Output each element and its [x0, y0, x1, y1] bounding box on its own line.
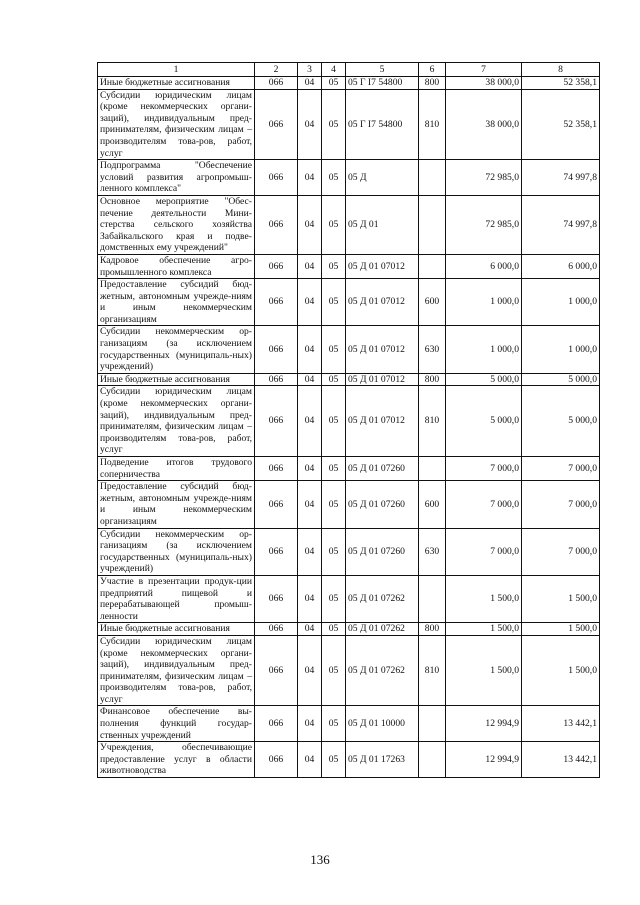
- amount-2021-cell: 1 500,0: [446, 623, 522, 636]
- subsection-code-cell: 05: [322, 373, 346, 386]
- expense-type-code-cell: [419, 195, 446, 254]
- expense-type-code-cell: [419, 706, 446, 742]
- table-row: [98, 373, 600, 386]
- admin-code-cell: 066: [255, 326, 298, 373]
- table-row: [98, 160, 600, 196]
- amount-2022-cell: 1 500,0: [522, 623, 600, 636]
- amount-2021-cell: 1 000,0: [446, 279, 522, 326]
- expense-type-code-cell: 800: [419, 77, 446, 90]
- column-header-4: 4: [322, 63, 346, 77]
- subsection-code-cell: 05: [322, 623, 346, 636]
- item-name-cell: Субсидии юридическим лицам (кроме некоммерческих органи-заций), индивидуальным пред-принимателям, физическим лицам – производителям това-ров, работ, услуг: [98, 386, 255, 457]
- amount-2021-cell: 1 500,0: [446, 635, 522, 706]
- section-code-cell: 04: [298, 77, 322, 90]
- column-header-7: 7: [446, 63, 522, 77]
- section-code-cell: 04: [298, 326, 322, 373]
- amount-2022-cell: 5 000,0: [522, 386, 600, 457]
- target-article-code-cell: 05 Д 01 07260: [346, 481, 419, 528]
- subsection-code-cell: 05: [322, 635, 346, 706]
- table-row: [98, 575, 600, 622]
- admin-code-cell: 066: [255, 160, 298, 196]
- page-number: 136: [310, 852, 330, 867]
- admin-code-cell: 066: [255, 77, 298, 90]
- table-row: [98, 77, 600, 90]
- target-article-code-cell: 05 Д 01: [346, 195, 419, 254]
- amount-2022-cell: 1 000,0: [522, 326, 600, 373]
- target-article-code-cell: 05 Д 01 07012: [346, 254, 419, 278]
- amount-2021-cell: 12 994,9: [446, 742, 522, 778]
- table-row: [98, 635, 600, 706]
- section-code-cell: 04: [298, 575, 322, 622]
- section-code-cell: 04: [298, 279, 322, 326]
- admin-code-cell: 066: [255, 635, 298, 706]
- amount-2022-cell: 5 000,0: [522, 373, 600, 386]
- subsection-code-cell: 05: [322, 160, 346, 196]
- section-code-cell: 04: [298, 195, 322, 254]
- amount-2021-cell: 7 000,0: [446, 481, 522, 528]
- amount-2022-cell: 74 997,8: [522, 160, 600, 196]
- column-header-8: 8: [522, 63, 600, 77]
- target-article-code-cell: 05 Д 01 07012: [346, 279, 419, 326]
- column-header-5: 5: [346, 63, 419, 77]
- amount-2021-cell: 1 000,0: [446, 326, 522, 373]
- expense-type-code-cell: 800: [419, 373, 446, 386]
- target-article-code-cell: 05 Д 01 07260: [346, 457, 419, 481]
- amount-2021-cell: 38 000,0: [446, 89, 522, 160]
- amount-2022-cell: 52 358,1: [522, 77, 600, 90]
- expense-type-code-cell: [419, 575, 446, 622]
- subsection-code-cell: 05: [322, 742, 346, 778]
- amount-2021-cell: 7 000,0: [446, 457, 522, 481]
- amount-2022-cell: 1 500,0: [522, 635, 600, 706]
- admin-code-cell: 066: [255, 195, 298, 254]
- table-row: [98, 386, 600, 457]
- amount-2021-cell: 12 994,9: [446, 706, 522, 742]
- item-name-cell: Учреждения, обеспечивающие предоставление услуг в области животноводства: [98, 742, 255, 778]
- item-name-cell: Иные бюджетные ассигнования: [98, 373, 255, 386]
- target-article-code-cell: 05 Д 01 07012: [346, 386, 419, 457]
- target-article-code-cell: 05 Г I7 54800: [346, 89, 419, 160]
- amount-2021-cell: 72 985,0: [446, 195, 522, 254]
- subsection-code-cell: 05: [322, 77, 346, 90]
- item-name-cell: Участие в презентации продук-ции предприятий пищевой и перерабатывающей промыш-ленности: [98, 575, 255, 622]
- table-row: [98, 742, 600, 778]
- expense-type-code-cell: [419, 457, 446, 481]
- target-article-code-cell: 05 Д 01 07262: [346, 635, 419, 706]
- amount-2021-cell: 5 000,0: [446, 373, 522, 386]
- subsection-code-cell: 05: [322, 279, 346, 326]
- table-row: [98, 254, 600, 278]
- expense-type-code-cell: 600: [419, 279, 446, 326]
- subsection-code-cell: 05: [322, 457, 346, 481]
- expense-type-code-cell: [419, 254, 446, 278]
- admin-code-cell: 066: [255, 373, 298, 386]
- expense-type-code-cell: 800: [419, 623, 446, 636]
- amount-2022-cell: 74 997,8: [522, 195, 600, 254]
- expense-type-code-cell: 600: [419, 481, 446, 528]
- admin-code-cell: 066: [255, 457, 298, 481]
- table-row: [98, 706, 600, 742]
- item-name-cell: Субсидии некоммерческим ор-ганизациям (за исключением государственных (муниципаль-ных) учреждений): [98, 326, 255, 373]
- item-name-cell: Предоставление субсидий бюд-жетным, автономным учрежде-ниям и иным некоммерческим организациям: [98, 279, 255, 326]
- subsection-code-cell: 05: [322, 326, 346, 373]
- admin-code-cell: 066: [255, 89, 298, 160]
- amount-2021-cell: 6 000,0: [446, 254, 522, 278]
- header-row: [98, 63, 600, 77]
- target-article-code-cell: 05 Г I7 54800: [346, 77, 419, 90]
- subsection-code-cell: 05: [322, 575, 346, 622]
- admin-code-cell: 066: [255, 623, 298, 636]
- section-code-cell: 04: [298, 706, 322, 742]
- section-code-cell: 04: [298, 89, 322, 160]
- target-article-code-cell: 05 Д 01 07262: [346, 575, 419, 622]
- admin-code-cell: 066: [255, 481, 298, 528]
- section-code-cell: 04: [298, 742, 322, 778]
- section-code-cell: 04: [298, 457, 322, 481]
- amount-2022-cell: 52 358,1: [522, 89, 600, 160]
- column-header-6: 6: [419, 63, 446, 77]
- section-code-cell: 04: [298, 160, 322, 196]
- amount-2022-cell: 7 000,0: [522, 528, 600, 575]
- target-article-code-cell: 05 Д: [346, 160, 419, 196]
- expense-type-code-cell: 630: [419, 326, 446, 373]
- amount-2022-cell: 6 000,0: [522, 254, 600, 278]
- admin-code-cell: 066: [255, 575, 298, 622]
- table-row: [98, 279, 600, 326]
- column-header-3: 3: [298, 63, 322, 77]
- amount-2022-cell: 13 442,1: [522, 706, 600, 742]
- table-row: [98, 195, 600, 254]
- amount-2021-cell: 1 500,0: [446, 575, 522, 622]
- target-article-code-cell: 05 Д 01 07012: [346, 373, 419, 386]
- item-name-cell: Субсидии юридическим лицам (кроме некоммерческих органи-заций), индивидуальным пред-принимателям, физическим лицам – производителям това-ров, работ, услуг: [98, 635, 255, 706]
- expense-type-code-cell: [419, 160, 446, 196]
- subsection-code-cell: 05: [322, 528, 346, 575]
- admin-code-cell: 066: [255, 386, 298, 457]
- target-article-code-cell: 05 Д 01 17263: [346, 742, 419, 778]
- admin-code-cell: 066: [255, 706, 298, 742]
- target-article-code-cell: 05 Д 01 07262: [346, 623, 419, 636]
- amount-2022-cell: 7 000,0: [522, 481, 600, 528]
- amount-2021-cell: 38 000,0: [446, 77, 522, 90]
- item-name-cell: Основное мероприятие "Обес-печение деятельности Мини-стерства сельского хозяйства Забайкальского края и подве-домственных ему учреждений": [98, 195, 255, 254]
- section-code-cell: 04: [298, 254, 322, 278]
- subsection-code-cell: 05: [322, 195, 346, 254]
- amount-2022-cell: 13 442,1: [522, 742, 600, 778]
- subsection-code-cell: 05: [322, 254, 346, 278]
- section-code-cell: 04: [298, 481, 322, 528]
- expense-type-code-cell: 810: [419, 89, 446, 160]
- item-name-cell: Предоставление субсидий бюд-жетным, автономным учрежде-ниям и иным некоммерческим организациям: [98, 481, 255, 528]
- target-article-code-cell: 05 Д 01 10000: [346, 706, 419, 742]
- subsection-code-cell: 05: [322, 481, 346, 528]
- amount-2022-cell: 7 000,0: [522, 457, 600, 481]
- subsection-code-cell: 05: [322, 386, 346, 457]
- amount-2021-cell: 5 000,0: [446, 386, 522, 457]
- table-row: [98, 623, 600, 636]
- amount-2021-cell: 72 985,0: [446, 160, 522, 196]
- item-name-cell: Подведение итогов трудового соперничества: [98, 457, 255, 481]
- section-code-cell: 04: [298, 623, 322, 636]
- budget-table: [97, 62, 600, 778]
- section-code-cell: 04: [298, 386, 322, 457]
- item-name-cell: Субсидии некоммерческим ор-ганизациям (за исключением государственных (муниципаль-ных) учреждений): [98, 528, 255, 575]
- item-name-cell: Иные бюджетные ассигнования: [98, 77, 255, 90]
- admin-code-cell: 066: [255, 279, 298, 326]
- section-code-cell: 04: [298, 635, 322, 706]
- expense-type-code-cell: [419, 742, 446, 778]
- expense-type-code-cell: 630: [419, 528, 446, 575]
- admin-code-cell: 066: [255, 742, 298, 778]
- item-name-cell: Субсидии юридическим лицам (кроме некоммерческих органи-заций), индивидуальным пред-принимателям, физическим лицам – производителям това-ров, работ, услуг: [98, 89, 255, 160]
- section-code-cell: 04: [298, 528, 322, 575]
- target-article-code-cell: 05 Д 01 07260: [346, 528, 419, 575]
- amount-2022-cell: 1 000,0: [522, 279, 600, 326]
- expense-type-code-cell: 810: [419, 386, 446, 457]
- item-name-cell: Иные бюджетные ассигнования: [98, 623, 255, 636]
- amount-2022-cell: 1 500,0: [522, 575, 600, 622]
- amount-2021-cell: 7 000,0: [446, 528, 522, 575]
- target-article-code-cell: 05 Д 01 07012: [346, 326, 419, 373]
- table-row: [98, 528, 600, 575]
- table-row: [98, 457, 600, 481]
- expense-type-code-cell: 810: [419, 635, 446, 706]
- column-header-1: 1: [98, 63, 255, 77]
- column-header-2: 2: [255, 63, 298, 77]
- admin-code-cell: 066: [255, 528, 298, 575]
- item-name-cell: Финансовое обеспечение вы-полнения функций государ-ственных учреждений: [98, 706, 255, 742]
- item-name-cell: Кадровое обеспечение агро-промышленного комплекса: [98, 254, 255, 278]
- table-row: [98, 326, 600, 373]
- subsection-code-cell: 05: [322, 89, 346, 160]
- item-name-cell: Подпрограмма "Обеспечение условий развития агропромыш-ленного комплекса": [98, 160, 255, 196]
- admin-code-cell: 066: [255, 254, 298, 278]
- table-row: [98, 481, 600, 528]
- subsection-code-cell: 05: [322, 706, 346, 742]
- table-row: [98, 89, 600, 160]
- section-code-cell: 04: [298, 373, 322, 386]
